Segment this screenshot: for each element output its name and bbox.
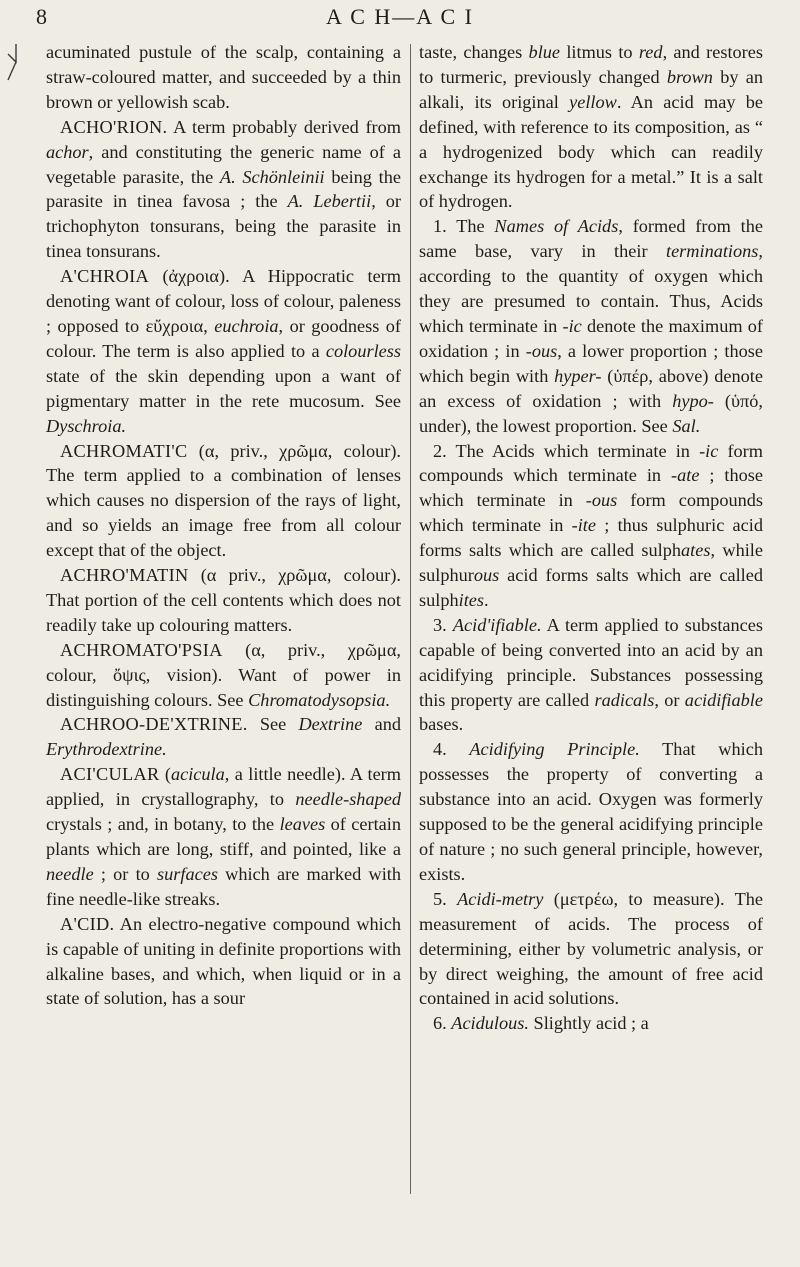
entry-headword: ACHROMATO'PSIA	[60, 639, 223, 660]
entry-body: See Dextrine and Erythrodextrine.	[46, 714, 401, 760]
entry-headword: ACHROMATI'C	[60, 440, 188, 461]
entry-body: taste, changes blue litmus to red, and restores to turmeric, previously changed brown by an alkali, its original yellow. An acid may be defined, with reference to its composition, as “ a hydrogenized body which can readily exchange its hydrogen for a metal.” It is a salt of hydrogen.	[419, 42, 763, 212]
numbered-paragraph	[419, 214, 763, 438]
margin-bracket-mark	[2, 40, 38, 86]
left-column	[46, 40, 401, 1011]
entry-body: (ἀχροια). A Hippocratic term denoting want of colour, loss of colour, paleness ; opposed to εὔχροια, euchroia, or goodness of colour. The term is also applied to a colourless state of the skin depending upon a want of pigmentary matter in the rete mucosum. See Dyschroia.	[46, 266, 401, 436]
entry-body: (acicula, a little needle). A term applied, in crystallography, to needle-shaped crystals ; and, in botany, to the leaves of certain plants which are long, stiff, and pointed, like a needle ; or to surfaces which are marked with fine needle-like streaks.	[46, 764, 402, 909]
numbered-paragraph	[419, 613, 763, 738]
entry-headword: A'CID.	[60, 913, 115, 934]
entry-body: 1. The Names of Acids, formed from the same base, vary in their terminations, according to the quantity of oxygen which they are presumed to contain. Thus, Acids which terminate in -ic denote the maximum of oxidation ; in -ous, a lower proportion ; those which begin with hyper- (ὑπέρ, above) denote an excess of oxidation ; with hypo- (ὑπό, under), the lowest proportion. See Sal.	[419, 216, 763, 436]
numbered-paragraph	[419, 1011, 763, 1036]
entry-body: (α, priv., χρῶμα, colour). The term applied to a combination of lenses which causes no dispersion of the rays of light, and so yields an image free from all colour except that of the object.	[46, 440, 401, 561]
entry-body: 3. Acid'ifiable. A term applied to substances capable of being converted into an acid by an acidifying principle. Substances possessing this property are called radicals, or acidifiable bases.	[419, 614, 763, 735]
entry-body: acuminated pustule of the scalp, containing a straw-coloured matter, and succeeded by a thin brown or yellowish scab.	[46, 42, 401, 112]
dictionary-entry	[46, 762, 401, 911]
continued-text	[46, 40, 401, 115]
dictionary-entry	[46, 563, 401, 638]
numbered-paragraph	[419, 737, 763, 886]
right-column	[419, 40, 763, 1036]
dictionary-entry	[46, 264, 401, 438]
entry-body: 6. Acidulous. Slightly acid ; a	[433, 1013, 649, 1034]
entry-headword: ACHO'RION.	[60, 116, 168, 137]
entry-body: 4. Acidifying Principle. That which possesses the property of converting a substance into an acid. Oxygen was formerly supposed to be the general acidifying principle of nature ; no such general principle, however, exists.	[419, 739, 763, 884]
numbered-paragraph	[419, 887, 763, 1012]
entry-headword: ACHRO'MATIN	[60, 565, 189, 586]
entry-headword: A'CHROIA	[60, 266, 149, 287]
column-divider	[410, 44, 411, 1194]
entry-body: A term probably derived from achor, and constituting the generic name of a vegetable parasite, the A. Schönleinii being the parasite in tinea favosa ; the A. Lebertii, or trichophyton tonsurans, being the parasite in tinea tonsurans.	[46, 116, 401, 262]
dictionary-entry	[46, 439, 401, 564]
numbered-paragraph	[419, 439, 763, 613]
entry-body: 5. Acidi-metry (μετρέω, to measure). The measurement of acids. The process of determining, either by volumetric analysis, or by direct weighing, the amount of free acid contained in acid solutions.	[419, 888, 763, 1009]
page-number: 8	[36, 4, 47, 29]
entry-body: (α, priv., χρῶμα, colour, ὄψις, vision). Want of power in distinguishing colours. See Chromatodysopsia.	[46, 639, 401, 710]
dictionary-entry	[46, 115, 401, 264]
entry-headword: ACHROO-DE'XTRINE.	[60, 714, 248, 735]
entry-body: An electro-negative compound which is capable of uniting in definite proportions with alkaline bases, and which, when liquid or in a state of solution, has a sour	[46, 913, 401, 1009]
dictionary-entry	[46, 638, 401, 713]
running-head: A C H—A C I	[326, 4, 474, 29]
entry-headword: ACI'CULAR	[60, 764, 160, 785]
dictionary-entry	[46, 912, 401, 1012]
continued-text	[419, 40, 763, 214]
dictionary-entry	[46, 712, 401, 762]
entry-body: (α priv., χρῶμα, colour). That portion of the cell contents which does not readily take up colouring matters.	[46, 565, 401, 635]
entry-body: 2. The Acids which terminate in -ic form compounds which terminate in -ate ; those which terminate in -ous form compounds which terminate in -ite ; thus sulphuric acid forms salts which are called sulphates, while sulphurous acid forms salts which are called sulphites.	[419, 440, 764, 610]
